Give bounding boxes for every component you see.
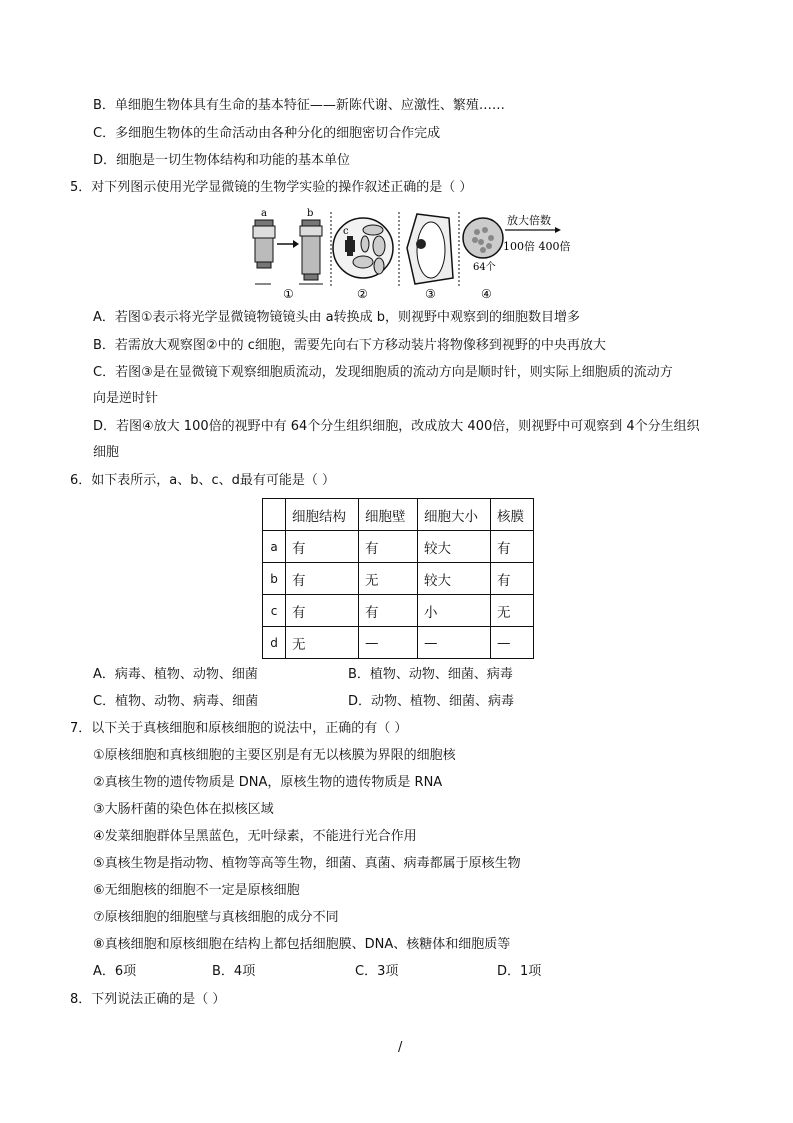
q6-option-b: B．植物、动物、细菌、病毒 xyxy=(348,667,513,682)
q7-item-4: ④发菜细胞群体呈黑蓝色，无叶绿素，不能进行光合作用 xyxy=(93,829,417,844)
table-header-cell: 细胞大小 xyxy=(418,499,491,531)
q5-option-c-line1: C．若图③是在显微镜下观察细胞质流动，发现细胞质的流动方向是顺时针，则实际上细胞质的流动方 xyxy=(93,365,673,380)
q7-item-7: ⑦原核细胞的细胞壁与真核细胞的成分不同 xyxy=(93,910,339,925)
table-cell: 无 xyxy=(359,563,418,595)
table-header-row xyxy=(263,499,534,531)
table-cell: 有 xyxy=(359,595,418,627)
q7-item-2: ②真核生物的遗传物质是 DNA，原核生物的遗传物质是 RNA xyxy=(93,775,443,790)
table-cell: 较大 xyxy=(418,531,491,563)
microscope-figure xyxy=(245,208,571,302)
label-64: 64个 xyxy=(473,262,496,273)
q7-item-5: ⑤真核生物是指动物、植物等高等生物，细菌、真菌、病毒都属于原核生物 xyxy=(93,856,521,871)
table-header-cell: 细胞壁 xyxy=(359,499,418,531)
table-cell: 无 xyxy=(491,595,534,627)
q7-item-1: ①原核细胞和真核细胞的主要区别是有无以核膜为界限的细胞核 xyxy=(93,748,456,763)
table-header-cell xyxy=(263,499,286,531)
q7-option-c: C．3项 xyxy=(355,964,399,979)
panel-3-plant-cell xyxy=(407,214,453,301)
q4-option-c: C．多细胞生物体的生命活动由各种分化的细胞密切合作完成 xyxy=(93,126,441,141)
table-cell: — xyxy=(491,627,534,659)
q5-option-b: B．若需放大观察图②中的 c细胞，需要先向右下方移动装片将物像移到视野的中央再放大 xyxy=(93,338,606,353)
panel-1-number: ① xyxy=(283,287,294,301)
table-cell: a xyxy=(263,531,286,563)
magnification-label: 100倍 400倍 xyxy=(503,240,571,253)
q5-option-d-line1: D．若图④放大 100倍的视野中有 64个分生组织细胞，改成放大 400倍，则视野中可观察到 4个分生组织 xyxy=(93,419,700,434)
table-cell: c xyxy=(263,595,286,627)
q4-option-b: B．单细胞生物体具有生命的基本特征——新陈代谢、应激性、繁殖…… xyxy=(93,98,505,113)
table-cell: 有 xyxy=(286,563,359,595)
table-cell: 有 xyxy=(286,531,359,563)
q8-stem: 8．下列说法正确的是（ ） xyxy=(70,992,226,1007)
panel-4-number: ④ xyxy=(481,287,492,301)
table-cell: 小 xyxy=(418,595,491,627)
q7-option-b: B．4项 xyxy=(212,964,256,979)
table-cell: — xyxy=(359,627,418,659)
panel-2-cells xyxy=(333,218,393,301)
q6-option-a: A．病毒、植物、动物、细菌 xyxy=(93,667,258,682)
panel-3-number: ③ xyxy=(425,287,436,301)
table-cell: 有 xyxy=(359,531,418,563)
table-cell: d xyxy=(263,627,286,659)
panel-2-number: ② xyxy=(357,287,368,301)
q6-stem: 6．如下表所示，a、b、c、d最有可能是（ ） xyxy=(70,473,336,488)
label-b: b xyxy=(307,208,314,219)
panel-1-objectives xyxy=(253,208,323,301)
table-cell: 较大 xyxy=(418,563,491,595)
table-cell: b xyxy=(263,563,286,595)
page-number: / xyxy=(398,1040,403,1055)
table-row xyxy=(263,595,534,627)
q7-item-3: ③大肠杆菌的染色体在拟核区域 xyxy=(93,802,274,817)
panel-4-tissue xyxy=(463,213,571,301)
label-a: a xyxy=(261,208,267,219)
table-header-cell: 核膜 xyxy=(491,499,534,531)
table-header-cell: 细胞结构 xyxy=(286,499,359,531)
arrow-label: 放大倍数 xyxy=(507,214,551,227)
table-cell: 有 xyxy=(286,595,359,627)
q4-option-d: D．细胞是一切生物体结构和功能的基本单位 xyxy=(93,153,351,168)
q6-option-d: D．动物、植物、细菌、病毒 xyxy=(348,694,515,709)
table-cell: 有 xyxy=(491,531,534,563)
q7-item-8: ⑧真核细胞和原核细胞在结构上都包括细胞膜、DNA、核糖体和细胞质等 xyxy=(93,937,511,952)
table-cell: — xyxy=(418,627,491,659)
q6-table xyxy=(262,498,534,659)
q5-option-d-line2: 细胞 xyxy=(93,445,120,460)
table-row xyxy=(263,627,534,659)
q7-stem: 7．以下关于真核细胞和原核细胞的说法中，正确的有（ ） xyxy=(70,721,408,736)
q5-option-c-line2: 向是逆时针 xyxy=(93,391,159,406)
table-row xyxy=(263,531,534,563)
q7-option-d: D．1项 xyxy=(497,964,542,979)
table-cell: 有 xyxy=(491,563,534,595)
q5-stem: 5．对下列图示使用光学显微镜的生物学实验的操作叙述正确的是（ ） xyxy=(70,180,473,195)
table-row xyxy=(263,563,534,595)
table-cell: 无 xyxy=(286,627,359,659)
q5-option-a: A．若图①表示将光学显微镜物镜镜头由 a转换成 b，则视野中观察到的细胞数目增多 xyxy=(93,310,581,325)
q6-option-c: C．植物、动物、病毒、细菌 xyxy=(93,694,259,709)
label-c: c xyxy=(343,226,349,237)
q7-item-6: ⑥无细胞核的细胞不一定是原核细胞 xyxy=(93,883,300,898)
q7-option-a: A．6项 xyxy=(93,964,137,979)
